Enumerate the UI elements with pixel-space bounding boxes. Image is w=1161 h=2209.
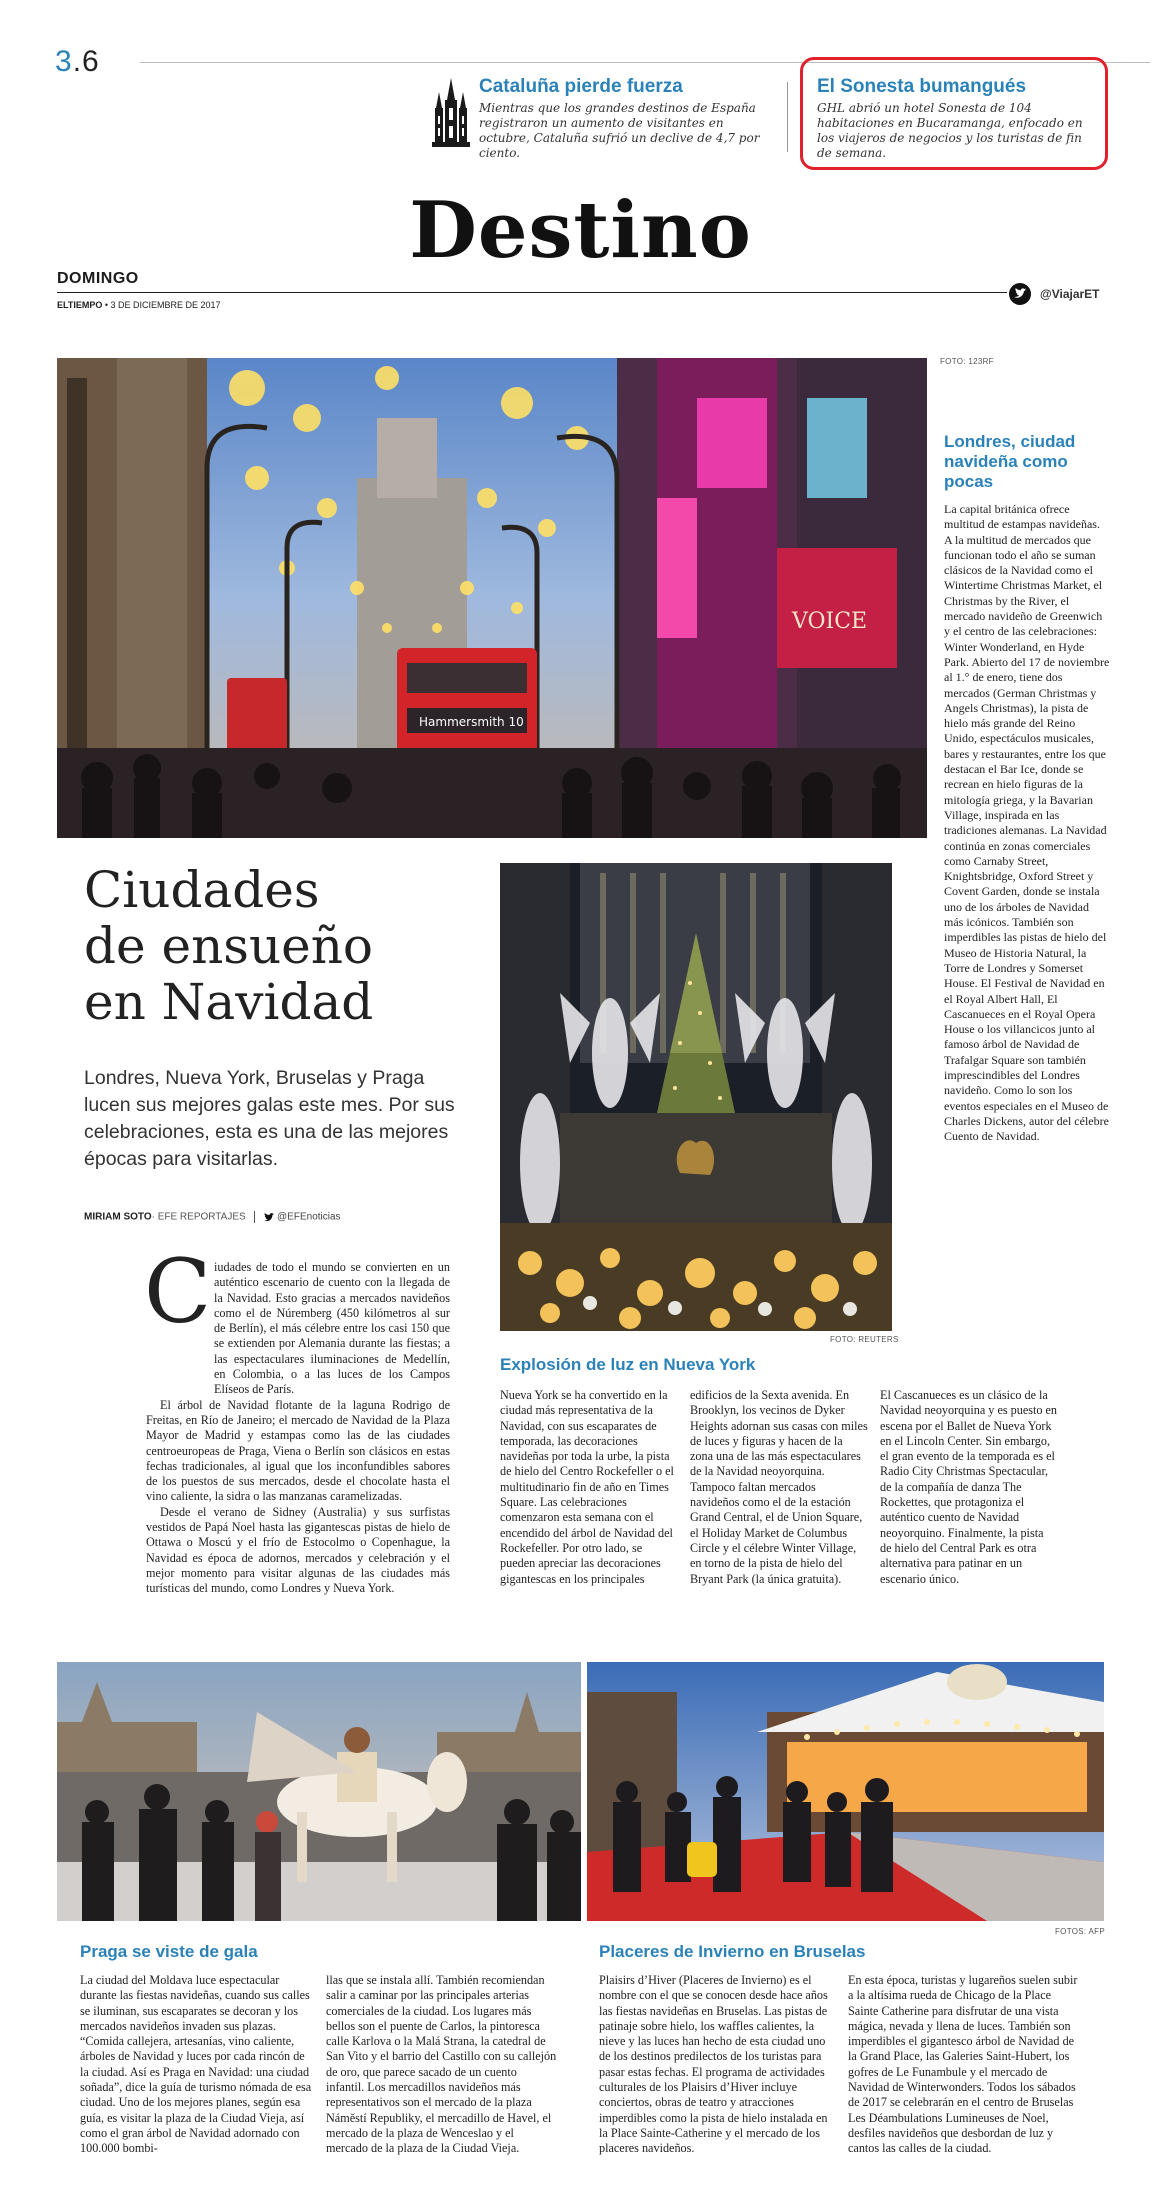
- brussels-headline: Placeres de Invierno en Bruselas: [599, 1942, 866, 1961]
- prague-photo: [57, 1662, 581, 1921]
- dateline: ELTIEMPO • 3 DE DICIEMBRE DE 2017: [57, 300, 221, 310]
- teaser-text: GHL abrió un hotel Sonesta de 104 habitaciones en Bucaramanga, enfocado en los viajeros de negocios y los turistas de fin de semana.: [817, 101, 1083, 160]
- prague-col2: llas que se instala allí. También recomiendan salir a caminar por las principales arterias comerciales de la ciudad. Los lugares más bellos son el puente de Carlos, la pintoresca calle Karlova o la Malá Strana, la catedral de San Vito y el barrio del Castillo con su callejón de oro, que parece sacado de un cuento infantil. Los mercadillos navideños más representativos son el mercado de la plaza Náměstí Republiky, el mercadillo de Havel, el mercado de la plaza de Wenceslao y el mercado de la plaza de la Ciudad Vieja.: [326, 1973, 557, 2156]
- photo-credit: FOTO: REUTERS: [830, 1335, 899, 1344]
- photo-credit: FOTO: 123RF: [940, 357, 994, 366]
- newyork-headline: Explosión de luz en Nueva York: [500, 1355, 756, 1374]
- teaser-catalunya[interactable]: [479, 76, 764, 161]
- article-deck: Londres, Nueva York, Bruselas y Praga lucen sus mejores galas este mes. Por sus celebraciones, esta es una de las mejores épocas para visitarlas.: [84, 1067, 455, 1170]
- photo-credit: FOTOS: AFP: [1055, 1927, 1105, 1936]
- prague-col1: La ciudad del Moldava luce espectacular durante las fiestas navideñas, cuando sus calles se iluminan, sus escaparates se decoran y los mercados navideños invaden sus plazas. “Comida callejera, artesanías, vino caliente, árboles de Navidad y luces por cada rincón de la ciudad. Así es Praga en Navidad: una ciudad soñada”, dice la guía de turismo nómada de esa ciudad. Uno de los mejores planes, según esa guía, es visitar la plaza de la Ciudad Vieja, así como el gran árbol de Navidad adornado con 100.000 bombi-: [80, 1973, 312, 2156]
- day-label: DOMINGO: [57, 270, 139, 287]
- rockefeller-photo: [500, 863, 892, 1331]
- byline: MIRIAM SOTO· EFE REPORTAJES @EFEnoticias: [84, 1211, 341, 1223]
- drop-cap: C: [144, 1240, 212, 1343]
- teaser-text: Mientras que los grandes destinos de España registraron un aumento de visitantes en octubre, Cataluña sufrió un declive de 4,7 por ciento.: [479, 101, 760, 160]
- teaser-sonesta[interactable]: [817, 76, 1097, 161]
- article-headline: Ciudades de ensueño en Navidad: [84, 861, 374, 1031]
- svg-text:Hammersmith 10: Hammersmith 10: [419, 715, 524, 729]
- twitter-icon: [264, 1213, 274, 1222]
- lead-body: C iudades de todo el mundo se convierten en un auténtico escenario de cuento con la llegada de la Navidad. Esto gracias a mercados navideños como el de Núremberg (450 kilómetros al sur de Berlín), el más célebre entre los casi 150 que se extienden por Alemania durante las fiestas; a las espectaculares iluminaciones de Medellín, en Colombia, o a las luces de los Campos Elíseos de París. El árbol de Navidad flotante de la laguna Rodrigo de Freitas, en Río de Janeiro; el mercado de Navidad de la Plaza Mayor de Madrid y estampas como las de las ciudades centroeuropeas de Praga, Viena o Berlín son clásicos en estas fechas tradicionales, al igual que los inconfundibles sabores de los puestos de sus mercados, desde el chocolate hasta el vino caliente, la sidra o las manzanas caramelizadas. Desde el verano de Sidney (Australia) y sus surfistas vestidos de Papá Noel hasta las gigantescas pistas de hielo de Ottawa o Moscú y el frío de Estocolmo o Copenhague, la Navidad es época de adornos, mercados y celebración y el mejor momento para visitar algunas de las ciudades más turísticas del mundo, como Londres y Nueva York.: [144, 1240, 450, 1596]
- masthead-rule: [57, 292, 1007, 293]
- teaser-divider: [787, 82, 788, 152]
- brussels-col1: Plaisirs d’Hiver (Placeres de Invierno) es el nombre con el que se conocen desde hace años las fiestas navideñas en Bruselas. Las pistas de patinaje sobre hielo, los waffles calientes, la nieve y las luces han hecho de esta ciudad uno de los destinos predilectos de los turistas para pasar estas fechas. El programa de actividades culturales de los Plaisirs d’Hiver incluye conciertos, obras de teatro y atracciones imperdibles como la pista de hielo instalada en la Place Sainte-Catherine y el mercado de los placeres navideños.: [599, 1973, 828, 2156]
- newyork-col2: edificios de la Sexta avenida. En Brooklyn, los vecinos de Dyker Heights adornan sus casas con miles de luces y figuras y hacen de la zona una de las más espectaculares de la Navidad neoyorquina. Tampoco faltan mercados navideños como el de la estación Grand Central, el de Union Square, el Holiday Market de Columbus Circle y el célebre Winter Village, en torno de la pista de hielo del Bryant Park (la única gratuita).: [690, 1388, 868, 1586]
- lead-photo-london: [57, 358, 927, 838]
- brussels-col2: En esta época, turistas y lugareños suelen subir a la altísima rueda de Chicago de la Place Sainte Catherine para disfrutar de una vista mágica, nevada y llena de luces. También son imperdibles el gigantesco árbol de Navidad de la Grand Place, las Galeries Saint-Hubert, los gofres de Le Funambule y el mercado de Navidad de Winterwonders. Todos los sábados de 2017 se celebrarán en el centro de Bruselas Les Déambulations Lumineuses de Noel, desfiles navideños que desbordan de luz y cantos las calles de la ciudad.: [848, 1973, 1078, 2156]
- london-headline: Londres, ciudad navideña como pocas: [944, 432, 1076, 491]
- page-number: 3.6: [55, 45, 100, 78]
- brussels-photo: [587, 1662, 1104, 1921]
- teaser-title: El Sonesta bumangués: [817, 76, 1027, 97]
- section-masthead: Destino: [409, 185, 752, 276]
- svg-text:VOICE: VOICE: [792, 609, 868, 634]
- newyork-col3: El Cascanueces es un clásico de la Navidad neoyorquina y es puesto en escena por el Ballet de Nueva York en el Lincoln Center. Sin embargo, el gran evento de la temporada es el Radio City Christmas Spectacular, de la compañía de danza The Rockettes, que protagoniza el auténtico cuento de Navidad neoyorquino. Finalmente, la pista de hielo del Central Park es otra alternativa para patinar en un escenario único.: [880, 1388, 1058, 1586]
- cathedral-icon: [430, 78, 472, 148]
- twitter-handle[interactable]: @ViajarET: [1040, 287, 1100, 301]
- london-body: La capital británica ofrece multitud de estampas navideñas. A la multitud de mercados que funcionan todo el año se suman clásicos de la Navidad como el Wintertime Christmas Market, el Christmas by the River, el mercado navideño de Greenwich y el centro de las celebraciones: Winter Wonderland, en Hyde Park. Abierto del 17 de noviembre al 1.° de enero, tiene dos mercados (German Christmas y Angels Christmas), la pista de hielo más grande del Reino Unido, espectáculos musicales, bares y restaurantes, entre los que destacan el Bar Ice, donde se recrean en hielo figuras de la mitología griega, y la Bavarian Village, inspirada en las tradiciones alemanas. La Navidad continúa en zonas comerciales como Carnaby Street, Knightsbridge, Oxford Street y Covent Garden, donde se instala uno de los árboles de Navidad más icónicos. También son imperdibles las pistas de hielo del Museo de Historia Natural, la Torre de Londres y Somerset House. El Festival de Navidad en el Royal Albert Hall, El Cascanueces en el Royal Opera House o los villancicos junto al famoso árbol de Navidad de Trafalgar Square son también imprescindibles del Londres navideño. Como lo son los eventos especiales en el Museo de Charles Dickens, autor del célebre Cuento de Navidad.: [944, 502, 1110, 1144]
- twitter-icon[interactable]: [1009, 283, 1031, 305]
- newyork-col1: Nueva York se ha convertido en la ciudad más representativa de la Navidad, con sus escaparates de temporada, las decoraciones navideñas por toda la urbe, la pista de hielo del Centro Rockefeller o el multitudinario fin de año en Times Square. Las celebraciones comenzaron esta semana con el encendido del árbol de Navidad del Rockefeller. Por otro lado, se pueden apreciar las decoraciones gigantescas en los principales: [500, 1388, 674, 1586]
- prague-headline: Praga se viste de gala: [80, 1942, 258, 1961]
- teaser-title: Cataluña pierde fuerza: [479, 76, 683, 97]
